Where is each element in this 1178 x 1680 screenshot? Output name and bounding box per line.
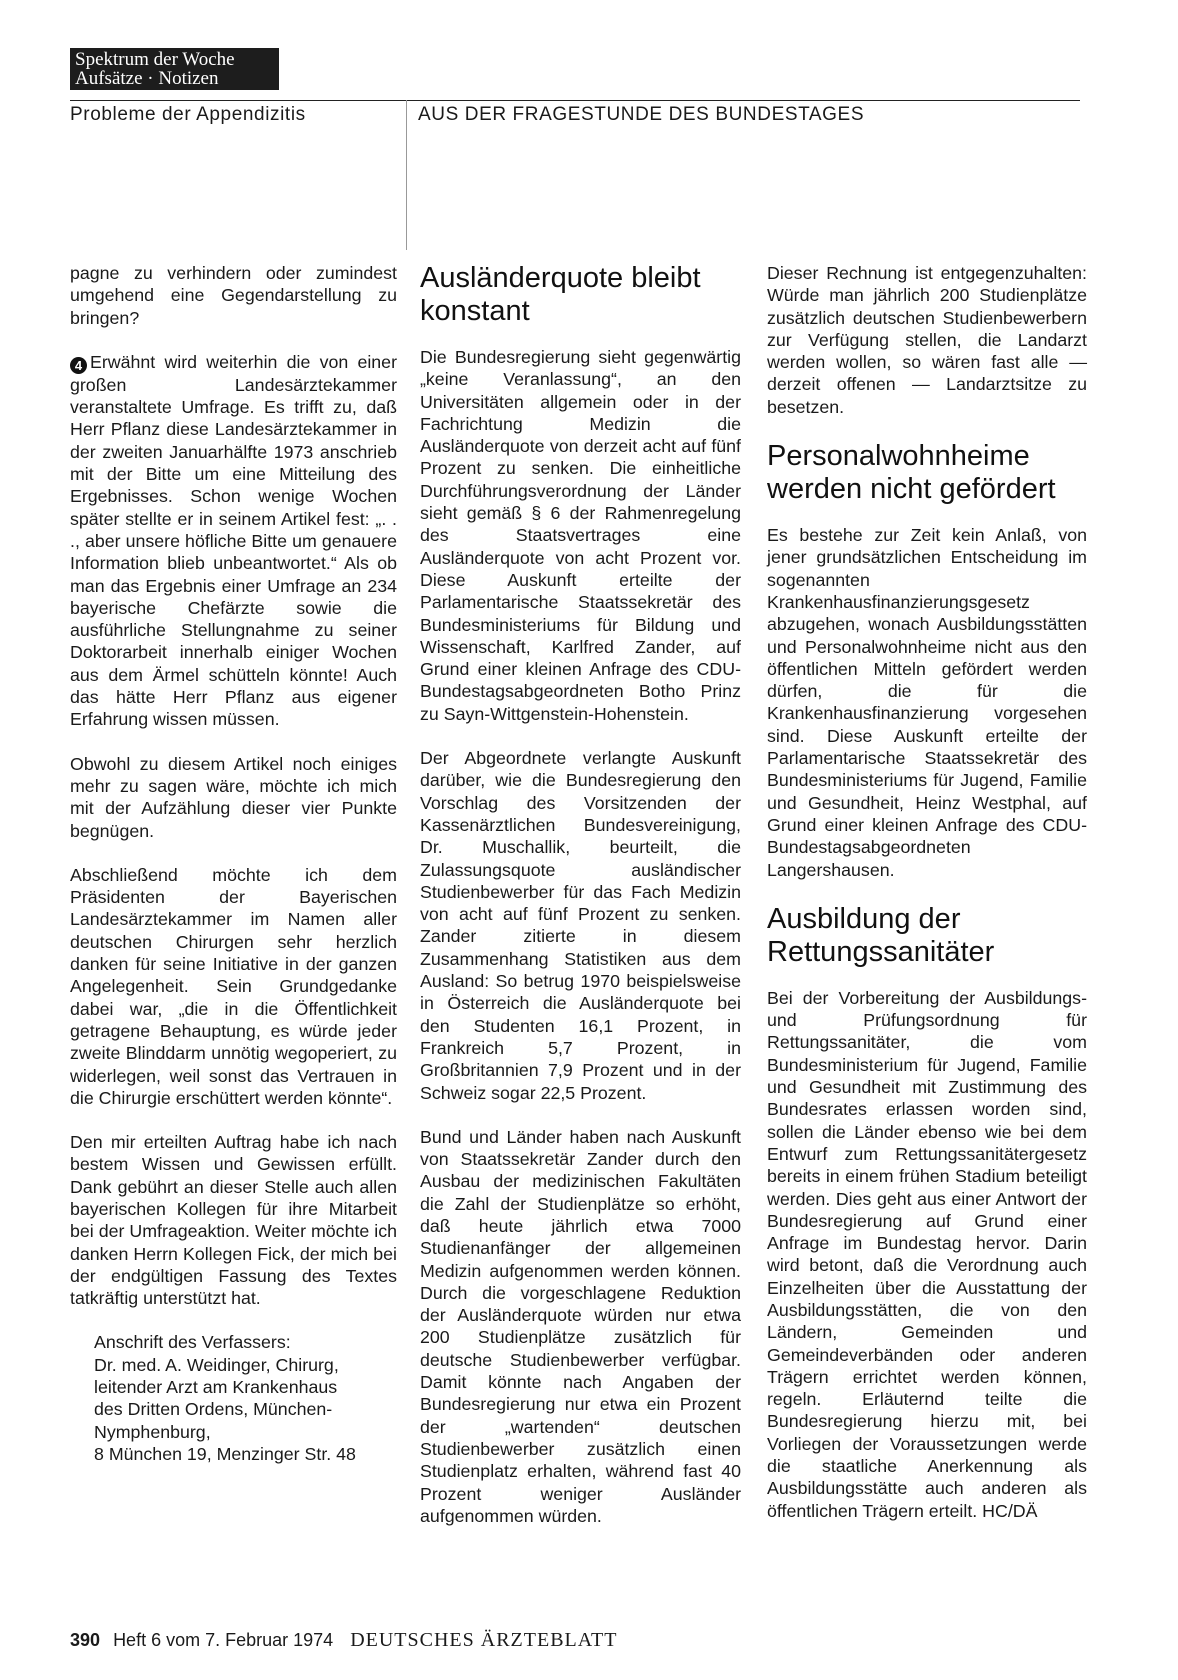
running-head-left: Probleme der Appendizitis bbox=[70, 104, 306, 125]
author-address bbox=[70, 1331, 397, 1465]
paragraph: Den mir erteilten Auftrag habe ich nach bestem Wissen und Gewissen erfüllt. Dank gebührt an dieser Stelle auch allen bayerischen Kollegen für ihre Mitarbeit bei der Umfrageaktion. Weiter möchte ich danken Herrn Kollegen Fick, der mich bei der endgültigen Fassung des Textes tatkräftig unterstützt hat. bbox=[70, 1132, 397, 1309]
right-column bbox=[767, 262, 1087, 1544]
left-column bbox=[70, 262, 397, 1465]
paragraph-text: Erwähnt wird weiterhin die von einer großen Landesärztekammer veranstaltete Umfrage. Es trifft zu, daß Herr Pflanz diese Landesärztekammer in der zweiten Januarhälfte 1973 anschrieb mit der Bitte um eine Mitteilung des Ergebnisses. Schon wenige Wochen später stellte er in seinem Artikel fest: „. . ., aber unsere höfliche Bitte um genauere Information blieb unbeantwortet.“ Als ob man das Ergebnis einer Umfrage an 234 bayerische Chefärzte sowie die ausführliche Stellungnahme zu seiner Doktorarbeit innerhalb einiger Wochen aus dem Ärmel schütteln könnte! Auch das hätte Herr Pflanz aus eigener Erfahrung wissen müssen. bbox=[70, 351, 397, 730]
article-heading: Ausbildung der Rettungssanitäter bbox=[767, 902, 995, 968]
paragraph: Bei der Vorbereitung der Ausbildungs- und Prüfungsordnung für Rettungssanitäter, die vom Bundesministerium für Jugend, Familie und Gesundheit mit Zustimmung des Bundesrates erlassen worden sind, sollen die Länder ebenso wie bei dem Entwurf zum Rettungssanitätergesetz bereits in einem frühen Stadium beteiligt werden. Dies geht aus einer Antwort der Bundesregierung auf Grund einer Anfrage im Bundestag hervor. Darin wird betont, daß die Verordnung auch Einzelheiten über die Ausstattung der Ausbildungsstätten, die von den Ländern, Gemeinden und Gemeindeverbänden oder anderen Trägern errichtet werden können, regeln. Erläuternd teilte die Bundesregierung hierzu mit, bei Vorliegen der Voraussetzungen werde die staatliche Anerkennung als Ausbildungsstätte auch anderen als öffentlichen Trägern erteilt. HC/DÄ bbox=[767, 987, 1087, 1521]
issue-info: Heft 6 vom 7. Februar 1974 bbox=[113, 1630, 334, 1650]
address-line: Dr. med. A. Weidinger, Chirurg, bbox=[94, 1354, 339, 1375]
paragraph: pagne zu verhindern oder zumindest umgehend eine Gegendarstellung zu bringen? bbox=[70, 263, 397, 328]
section-label-line2: Aufsätze · Notizen bbox=[75, 68, 219, 89]
header-column-divider bbox=[406, 100, 407, 250]
paragraph: Der Abgeordnete verlangte Auskunft darüber, wie die Bundesregierung den Vorschlag des Vorsitzenden der Kassenärztlichen Bundesvereinigung, Dr. Muschallik, beurteilt, die Zulassungsquote ausländischer Studienbewerber für das Fach Medizin von acht auf fünf Prozent zu senken. Zander zitierte in diesem Zusammenhang Statistiken aus dem Ausland: So betrug 1970 beispielsweise in Österreich die Ausländerquote bei den Studenten 16,1 Prozent, in Frankreich 5,7 Prozent, in Großbritannien 7,9 Prozent und in der Schweiz sogar 22,5 Prozent. bbox=[420, 748, 741, 1103]
address-line: Nymphenburg, bbox=[94, 1421, 211, 1442]
paragraph: Abschließend möchte ich dem Präsidenten der Bayerischen Landesärztekammer im Namen aller deutschen Chirurgen sehr herzlich danken für seine Initiative in der ganzen Angelegenheit. Sein Grundgedanke dabei war, „die in die Öffentlichkeit getragene Behauptung, es würde jeder zweite Blinddarm unnötig wegoperiert, zu widerlegen, weil sonst das Vertrauen in die Chirurgie erschüttert werden könnte“. bbox=[70, 864, 397, 1108]
address-line: leitender Arzt am Krankenhaus bbox=[94, 1377, 338, 1398]
paragraph: Die Bundesregierung sieht gegenwärtig „keine Veranlassung“, an den Universitäten allgemein oder in der Fachrichtung Medizin die Ausländerquote von derzeit acht auf fünf Prozent zu senken. Die einheitliche Durchführungsverordnung der Länder sieht gemäß § 6 der Rahmenregelung des Staatsvertrages eine Ausländerquote von acht Prozent vor. Diese Auskunft erteilte der Parlamentarische Staatssekretär des Bundesministeriums für Bildung und Wissenschaft, Karlfred Zander, auf Grund einer kleinen Anfrage des CDU-Bundestagsabgeordneten Botho Prinz zu Sayn-Wittgenstein-Hohenstein. bbox=[420, 347, 741, 724]
page-number: 390 bbox=[70, 1630, 101, 1650]
address-line: des Dritten Ordens, München- bbox=[94, 1399, 333, 1420]
page-footer bbox=[70, 1629, 617, 1652]
article-heading: Ausländerquote bleibt konstant bbox=[420, 262, 701, 327]
journal-name: DEUTSCHES ÄRZTEBLATT bbox=[350, 1629, 618, 1651]
address-label: Anschrift des Verfassers: bbox=[94, 1332, 291, 1353]
article-heading: Personalwohnheime werden nicht gefördert bbox=[767, 440, 1056, 506]
header-rule bbox=[70, 100, 1080, 101]
address-line: 8 München 19, Menzinger Str. 48 bbox=[94, 1443, 356, 1464]
paragraph: Dieser Rechnung ist entgegenzuhalten: Würde man jährlich 200 Studienplätze zusätzlich deutschen Studienbewerbern zur Verfügung stellen, die Landarzt werden wollen, so wären fast alle — derzeit offenen — Landarztsitze zu besetzen. bbox=[767, 263, 1087, 417]
running-head-right: AUS DER FRAGESTUNDE DES BUNDESTAGES bbox=[418, 104, 865, 125]
section-label-line1: Spektrum der Woche bbox=[75, 49, 235, 70]
middle-column bbox=[420, 262, 741, 1549]
paragraph: Es bestehe zur Zeit kein Anlaß, von jener grundsätzlichen Entscheidung im sogenannten Krankenhausfinanzierungsgesetz abzugehen, wonach Ausbildungsstätten und Personalwohnheime nicht aus den öffentlichen Mitteln gefördert werden dürfen, die für die Krankenhausfinanzierung vorgesehen sind. Diese Auskunft erteilte der Parlamentarische Staatssekretär des Bundesministeriums für Jugend, Familie und Gesundheit, Heinz Westphal, auf Grund einer kleinen Anfrage des CDU-Bundestagsabgeordneten Langershausen. bbox=[767, 525, 1087, 880]
paragraph-numbered bbox=[70, 351, 397, 731]
number-bullet-icon: 4 bbox=[70, 357, 87, 374]
paragraph: Bund und Länder haben nach Auskunft von Staatssekretär Zander durch den Ausbau der medizinischen Fakultäten die Zahl der Studienplätze so erhöht, daß heute jährlich etwa 7000 Studienanfänger der allgemeinen Medizin aufgenommen werden können. Durch die vorgeschlagene Reduktion der Ausländerquote würden nur etwa 200 Studienplätze zusätzlich für deutsche Studienbewerber verfügbar. Damit könnte nach Angaben der Bundesregierung nur etwa ein Prozent der „wartenden“ deutschen Studienbewerber zusätzlich einen Studienplatz erhalten, während fast 40 Prozent weniger Ausländer aufgenommen würden. bbox=[420, 1126, 741, 1526]
section-badge bbox=[70, 48, 279, 90]
paragraph: Obwohl zu diesem Artikel noch einiges mehr zu sagen wäre, möchte ich mich mit der Aufzählung dieser vier Punkte begnügen. bbox=[70, 753, 397, 841]
